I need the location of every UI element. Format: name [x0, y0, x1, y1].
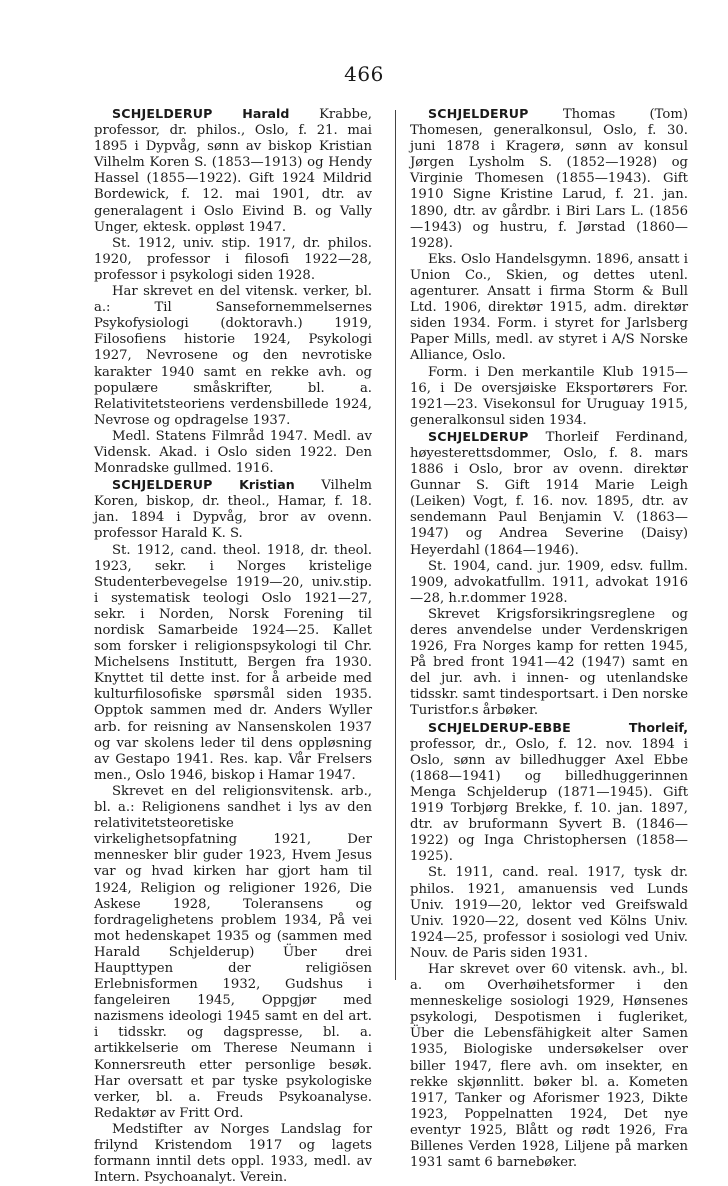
entry-description: professor, dr., Oslo, f. 12. nov. 1894 i Oslo, sønn av billedhugger Axel Ebbe (1868—1941) og billedhuggerinnen Menga Schjelderup (1871—1945). Gift 1919 Torbjørg Brekke, f. 10. jan. 1897, dtr. av bruformann Syvert B. (1846—1922) og Inga Christophersen (1858—1925).: [410, 736, 688, 865]
entry-given-name: Thorleif,: [628, 719, 688, 735]
entry-paragraph: Form. i Den merkantile Klub 1915—16, i De oversjøiske Eksportørers For. 1921—23. Visekonsul for Uruguay 1915, generalkonsul siden 1934.: [410, 364, 688, 428]
right-column: [410, 106, 688, 1171]
entry-description: Thorleif Ferdinand, høyesterettsdommer, Oslo, f. 8. mars 1886 i Oslo, bror av ovenn. direktør Gunnar S. Gift 1914 Marie Leigh (Leiken) Vogt, f. 16. nov. 1895, dtr. av sendemann Paul Benjamin V. (1863—1947) og Andrea Severine (Daisy) Heyerdahl (1864—1946).: [410, 429, 688, 558]
entry-paragraph: Medstifter av Norges Landslag for frilynd Kristendom 1917 og lagets formann inntil dets oppl. 1933, medl. av Intern. Psychoanalyt. Verein.: [94, 1121, 372, 1186]
left-column: [94, 106, 372, 1186]
entry-head: [410, 106, 688, 252]
entry-head: [94, 106, 372, 236]
page-number: 466: [344, 62, 384, 86]
entry-head: [410, 720, 688, 866]
entry-surname: SCHJELDERUP-EBBE: [428, 719, 571, 735]
entry-paragraph: St. 1904, cand. jur. 1909, edsv. fullm. 1909, advokatfullm. 1911, advokat 1916—28, h.r.dommer 1928.: [410, 558, 688, 606]
entry-description: Vilhelm Koren, biskop, dr. theol., Hamar, f. 18. jan. 1894 i Dypvåg, bror av ovenn. professor Harald K. S.: [94, 478, 372, 542]
entry-harald: [94, 106, 372, 477]
entry-paragraph: Skrevet Krigsforsikringsreglene og deres anvendelse under Verdenskrigen 1926, Fra Norges kamp for retten 1945, På bred front 1941—42 (1947) samt en del jur. avh. i innen- og utenlandske tidsskr. samt tindesportsart. i Den norske Turistfor.s årbøker.: [410, 606, 688, 719]
entry-paragraph: Medl. Statens Filmråd 1947. Medl. av Vidensk. Akad. i Oslo siden 1922. Den Monradske gullmed. 1916.: [94, 428, 372, 477]
entry-given-name: Kristian: [239, 477, 295, 493]
entry-thorleif-ferdinand: [410, 429, 688, 720]
entry-paragraph: Skrevet en del religionsvitensk. arb., bl. a.: Religionens sandhet i lys av den relativitetsteoretiske virkelighetsopfatning 1921, Der mennesker blir guder 1923, Hvem Jesus var og hvad kirken har gjort ham til 1924, Religion og religioner 1926, Die Askese 1928, Toleransens og fordragelighetens problem 1934, På vei mot hedenskapet 1935 og (sammen med Harald Schjelderup) Über drei Haupttypen der religiösen Erlebnisformen 1932, Gudshus i fangeleiren 1945, Oppgjør med nazismens ideologi 1945 samt en del art. i tidsskr. og dagspresse, bl. a. artikkelserie om Therese Neumann i Konnersreuth etter personlige besøk. Har oversatt et par tyske psykologiske verker, bl. a. Freuds Psykoanalyse. Redaktør av Fritt Ord.: [94, 783, 372, 1121]
entry-kristian: [94, 477, 372, 1186]
entry-surname: SCHJELDERUP: [112, 106, 213, 121]
column-divider: [395, 110, 396, 980]
entry-paragraph: St. 1912, cand. theol. 1918, dr. theol. 1923, sekr. i Norges kristelige Studenterbevegelse 1919—20, univ.stip. i systematisk teologi Oslo 1921—27, sekr. i Norden, Norsk Forening til nordisk Samarbeide 1924—25. Kallet som forsker i religionspsykologi til Chr. Michelsens Institutt, Bergen fra 1930. Knyttet til dette inst. for å arbeide med kulturfilosofiske spørsmål siden 1935. Opptok sammen med dr. Anders Wyller arb. for reisning av Nansenskolen 1937 og var skolens leder til dens oppløsning av Gestapo 1941. Res. kap. Vår Frelsers men., Oslo 1946, biskop i Hamar 1947.: [94, 542, 372, 783]
entry-paragraph: St. 1911, cand. real. 1917, tysk dr. philos. 1921, amanuensis ved Lunds Univ. 1919—20, lektor ved Greifswald Univ. 1920—22, dosent ved Kölns Univ. 1924—25, professor i sosiologi ved Univ. Nouv. de Paris siden 1931.: [410, 865, 688, 961]
entry-paragraph: Eks. Oslo Handelsgymn. 1896, ansatt i Union Co., Skien, og dettes utenl. agenturer. Ansatt i firma Storm & Bull Ltd. 1906, direktør 1915, adm. direktør siden 1934. Form. i styret for Jarlsberg Paper Mills, medl. av styret i A/S Norske Alliance, Oslo.: [410, 251, 688, 364]
entry-paragraph: St. 1912, univ. stip. 1917, dr. philos. 1920, professor i filosofi 1922—28, professor i psykologi siden 1928.: [94, 235, 372, 283]
entry-given-name: Harald: [242, 106, 290, 121]
entry-surname: SCHJELDERUP: [428, 428, 529, 444]
entry-thorleif-ebbe: [410, 720, 688, 1172]
entry-paragraph: Har skrevet en del vitensk. verker, bl. a.: Til Sansefornemmelsernes Psykofysiologi (doktoravh.) 1919, Filosofiens historie 1924, Psykologi 1927, Nevrosene og den nevrotiske karakter 1940 samt en rekke avh. og populære småskrifter, bl. a. Relativitetsteoriens verdensbillede 1924, Nevrose og opdragelse 1937.: [94, 284, 372, 428]
entry-paragraph: Har skrevet over 60 vitensk. avh., bl. a. om Overhøihetsformer i den menneskelige sosiologi 1929, Hønsenes psykologi, Despotismen i fugleriket, Über die Lebensfähigkeit alter Samen 1935, Biologiske undersøkelser over biller 1947, flere avh. om insekter, en rekke skjønnlitt. bøker bl. a. Kometen 1917, Tanker og Aforismer 1923, Dikte 1923, Poppelnatten 1924, Det nye eventyr 1925, Blått og rødt 1926, Fra Billenes Verden 1928, Liljene på marken 1931 samt 6 barnebøker.: [410, 961, 688, 1171]
entry-description: Krabbe, professor, dr. philos., Oslo, f. 21. mai 1895 i Dypvåg, sønn av biskop Kristian Vilhelm Koren S. (1853—1913) og Hendy Hassel (1855—1922). Gift 1924 Mildrid Bordewick, f. 12. mai 1901, dtr. av generalagent i Oslo Eivind B. og Vally Unger, ektesk. oppløst 1947.: [94, 107, 372, 235]
entry-head: [94, 477, 372, 542]
entry-description: Thomas (Tom) Thomesen, generalkonsul, Oslo, f. 30. juni 1878 i Kragerø, sønn av konsul Jørgen Lysholm S. (1852—1928) og Virginie Thomesen (1855—1943). Gift 1910 Signe Kristine Larud, f. 21. jan. 1890, dtr. av gårdbr. i Biri Lars L. (1856—1943) og hustru, f. Jørstad (1860—1928).: [410, 107, 688, 251]
entry-thomas: [410, 106, 688, 429]
entry-head: [410, 429, 688, 559]
entry-surname: SCHJELDERUP: [428, 106, 529, 121]
entry-surname: SCHJELDERUP: [112, 477, 213, 493]
